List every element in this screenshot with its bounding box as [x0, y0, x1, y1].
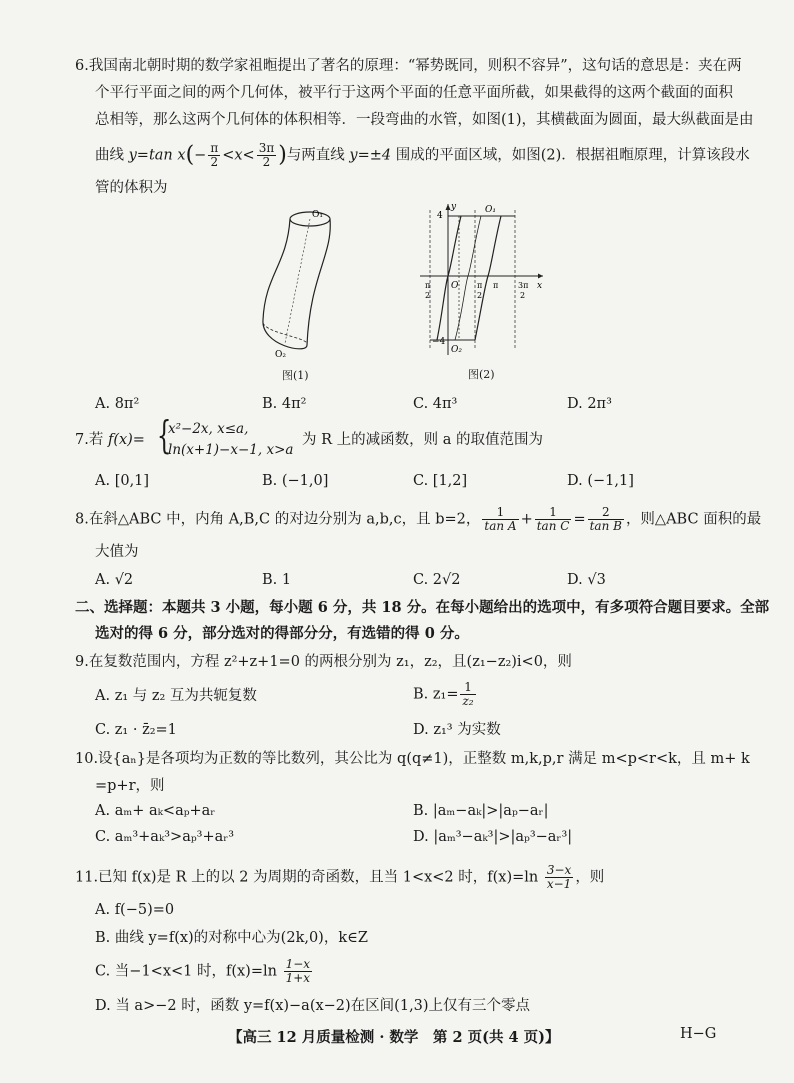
q6-line3: 总相等，那么这两个几何体的体积相等．一段弯曲的水管，如图(1)，其横截面为圆面，最大纵截面是由 — [95, 112, 754, 128]
q10-option-b[interactable]: B. |aₘ−aₖ|>|aₚ−aᵣ| — [413, 803, 549, 819]
q8-option-a[interactable]: A. √2 — [95, 572, 134, 588]
q7-case-2: ln(x+1)−x−1, x>a — [168, 442, 294, 458]
fig2-label-4: 4 — [437, 211, 443, 221]
fig2-tick-3pi: 3π — [518, 281, 529, 290]
q9-option-a[interactable]: A. z₁ 与 z₂ 互为共轭复数 — [95, 688, 257, 704]
q10-stem-1: 10.设{aₙ}是各项均为正数的等比数列，其公比为 q(q≠1)，正整数 m,k,p,r 满足 m<p<r<k，且 m+ k — [75, 751, 750, 767]
figure-2-graph — [415, 200, 550, 360]
q6-option-b[interactable]: B. 4π² — [262, 396, 307, 412]
fig2-label-minus4: −4 — [432, 337, 446, 347]
tan-branch-1 — [437, 216, 461, 340]
q6-line2: 个平行平面之间的两个几何体，被平行于这两个平面的任意平面所截，如果截得的这两个截面的面积 — [95, 85, 733, 101]
fig1-o1-label: O₁ — [312, 210, 323, 220]
q7-suffix: 为 R 上的减函数，则 a 的取值范围为 — [302, 432, 543, 448]
fig2-label-o: O — [451, 281, 459, 291]
pipe-bottom-hidden — [263, 323, 307, 343]
q9-stem: 9.在复数范围内，方程 z²+z+1=0 的两根分别为 z₁，z₂，且(z₁−z₂)i<0，则 — [75, 654, 572, 670]
q8-line2: 大值为 — [95, 544, 139, 560]
q6-tan-expr: y=tan x — [128, 147, 186, 164]
q11-stem: 11.已知 f(x)是 R 上的以 2 为周期的奇函数，且当 1<x<2 时，f(x)=ln $\frac{3-x}{x-1}$ ，则 — [75, 863, 605, 891]
x-axis-arrow — [538, 274, 543, 279]
fig2-tick-neg-pi: π — [425, 281, 431, 290]
q8-frac-tanA: $\frac{1}{\text{tan A}}$ — [484, 505, 517, 533]
q8-option-d[interactable]: D. √3 — [567, 572, 606, 588]
figure-1-pipe — [245, 205, 355, 365]
tan-branch-2 — [475, 216, 501, 340]
fig2-tick-pi: π — [493, 281, 499, 290]
q7-case-1: x²−2x, x≤a, — [168, 421, 249, 437]
q6-option-c[interactable]: C. 4π³ — [413, 396, 458, 412]
q6-line1: 6.我国南北朝时期的数学家祖暅提出了著名的原理：“幂势既同，则积不容异”，这句话的意思是：夹在两 — [75, 58, 742, 74]
q6-y-pm4: y=±4 — [349, 147, 392, 164]
q10-option-c[interactable]: C. aₘ³+aₖ³>aₚ³+aᵣ³ — [95, 829, 235, 845]
q11-option-d[interactable]: D. 当 a>−2 时，函数 y=f(x)−a(x−2)在区间(1,3)上仅有三个零点 — [95, 998, 531, 1014]
q10-option-a[interactable]: A. aₘ+ aₖ<aₚ+aᵣ — [95, 803, 216, 819]
pipe-left-edge — [263, 219, 290, 320]
fig2-tick-pi-over: π — [477, 281, 483, 290]
q11-option-a[interactable]: A. f(−5)=0 — [95, 902, 175, 918]
q6-frac-pi-2: $\frac{\pi}{2}$ — [210, 141, 219, 169]
q11-frac: $\frac{3-x}{x-1}$ — [546, 863, 572, 891]
q7-brace: { — [156, 413, 172, 457]
page-footer: 【高三 12 月质量检测 · 数学 第 2 页(共 4 页)】 — [228, 1029, 560, 1046]
q6-option-d[interactable]: D. 2π³ — [567, 396, 612, 412]
q6-option-a[interactable]: A. 8π² — [95, 396, 140, 412]
q9-option-c[interactable]: C. z₁ · z̄₂=1 — [95, 722, 177, 738]
q11-option-c[interactable]: C. 当−1<x<1 时，f(x)=ln $\frac{1-x}{1+x}$ — [95, 957, 311, 985]
q8-line1: 8.在斜△ABC 中，内角 A,B,C 的对边分别为 a,b,c，且 b=2， $\frac{1}{\text{tan A}}$ + $\frac{1}{\text{tan C}}$ = $\frac{2}{\text{tan B}}$ ，则△ABC 面积的最 — [75, 505, 762, 533]
fig2-y-label: y — [451, 202, 457, 212]
q7-option-a[interactable]: A. [0,1] — [95, 473, 150, 489]
q10-stem-2: =p+r，则 — [95, 778, 165, 794]
fig2-tick-2: 2 — [477, 291, 483, 300]
q6-frac-3pi-2: $\frac{3\pi}{2}$ — [258, 141, 275, 169]
q6-lines-text: 与两直线 — [286, 147, 350, 164]
q6-range-open: ( — [185, 142, 195, 168]
pipe-right-edge — [307, 219, 330, 345]
pipe-axis — [285, 219, 310, 343]
q11-option-b[interactable]: B. 曲线 y=f(x)的对称中心为(2k,0)，k∈Z — [95, 930, 368, 946]
q8-option-c[interactable]: C. 2√2 — [413, 572, 461, 588]
q7-option-d[interactable]: D. (−1,1] — [567, 473, 634, 489]
fig2-tick-neg-2: 2 — [425, 291, 431, 300]
fig2-tick-3pi-2: 2 — [520, 291, 526, 300]
section-2-instructions: 选对的得 6 分，部分选对的得部分分，有选错的得 0 分。 — [95, 625, 469, 642]
q7-prefix: 7.若 f(x)= — [75, 432, 145, 448]
q7-option-b[interactable]: B. (−1,0] — [262, 473, 329, 489]
q6-range-close: ) — [278, 142, 287, 168]
figure-2-caption: 图(2) — [468, 368, 495, 381]
q6-range-minus: − — [194, 147, 207, 164]
q10-option-d[interactable]: D. |aₘ³−aₖ³|>|aₚ³−aᵣ³| — [413, 829, 573, 845]
q6-line5: 管的体积为 — [95, 180, 168, 196]
q6-line4 — [95, 141, 750, 169]
q8-frac-tanC: $\frac{1}{\text{tan C}}$ — [536, 505, 570, 533]
q7-option-c[interactable]: C. [1,2] — [413, 473, 468, 489]
q6-curve-prefix: 曲线 — [95, 147, 129, 164]
fig1-o2-label: O₂ — [275, 350, 286, 360]
paper-code: H−G — [680, 1026, 717, 1042]
fig2-label-o2: O₂ — [451, 345, 462, 355]
q8-option-b[interactable]: B. 1 — [262, 572, 292, 588]
q6-tail: 围成的平面区域，如图(2)．根据祖暅原理，计算该段水 — [391, 147, 750, 164]
q9-option-b[interactable]: B. z₁= $\frac{1}{\text{z₂}}$ — [413, 680, 474, 708]
q6-range-lt: <x< — [222, 147, 255, 164]
section-2-heading: 二、选择题：本题共 3 小题，每小题 6 分，共 18 分。在每小题给出的选项中，有多项符合题目要求。全部 — [75, 599, 770, 616]
fig2-x-label: x — [537, 281, 543, 291]
fig2-label-o1: O₁ — [485, 205, 496, 215]
q9-option-d[interactable]: D. z₁³ 为实数 — [413, 722, 501, 738]
q8-frac-tanB: $\frac{2}{\text{tan B}}$ — [589, 505, 622, 533]
figure-1-caption: 图(1) — [282, 369, 309, 382]
y-axis-arrow — [446, 204, 451, 210]
